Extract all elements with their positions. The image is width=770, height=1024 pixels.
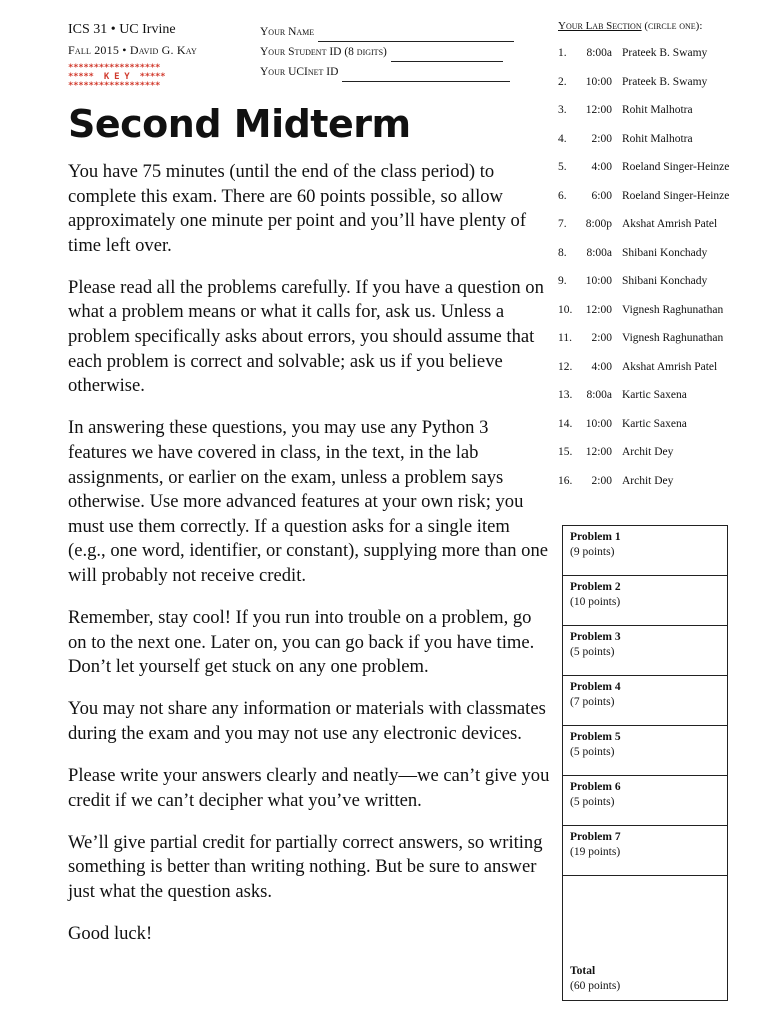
- lab-ta-name: Prateek B. Swamy: [622, 47, 708, 59]
- problem-points: (5 points): [570, 746, 615, 758]
- lab-number: 5.: [558, 161, 567, 173]
- key-stamp: [68, 63, 208, 91]
- problem-label: Problem 5: [570, 731, 621, 743]
- lab-number: 11.: [558, 332, 572, 344]
- lab-time: 8:00a: [586, 246, 612, 259]
- lab-number: 2.: [558, 75, 567, 88]
- score-box-problem-7: [563, 825, 727, 875]
- name-field[interactable]: [260, 22, 514, 42]
- lab-ta-name: Archit Dey: [622, 446, 674, 458]
- lab-time: 10:00: [585, 75, 612, 88]
- instruction-paragraph: Please write your answers clearly and neatly—we can’t give you credit if we can’t decipher what you’ve written.: [68, 764, 550, 811]
- lab-time: 2:00: [591, 474, 612, 487]
- problem-points: (10 points): [570, 596, 621, 608]
- lab-section-option[interactable]: [558, 357, 758, 386]
- term-line: Fall 2015 • David G. Kay: [68, 43, 198, 57]
- score-box-problem-1: [563, 525, 727, 575]
- lab-section-option[interactable]: [558, 385, 758, 414]
- lab-time: 6:00: [591, 189, 612, 202]
- course-line: ICS 31 • UC Irvine: [68, 22, 176, 37]
- id-fields: [260, 22, 514, 82]
- total-points: (60 points): [570, 980, 621, 992]
- lab-section-option[interactable]: [558, 271, 758, 300]
- lab-time: 10:00: [585, 275, 612, 287]
- name-line[interactable]: [318, 30, 514, 42]
- key-stamp-line-2: ***** K E Y *****: [68, 72, 166, 82]
- lab-time: 8:00a: [586, 389, 612, 401]
- lab-section-note: (circle one):: [644, 20, 703, 32]
- instructions: [68, 160, 550, 964]
- score-box-problem-6: [563, 775, 727, 825]
- lab-section-option[interactable]: [558, 43, 758, 72]
- key-stamp-line-1: ******************: [68, 63, 161, 73]
- lab-number: 15.: [558, 446, 573, 458]
- lab-section-option[interactable]: [558, 243, 758, 272]
- lab-number: 14.: [558, 417, 573, 430]
- lab-number: 10.: [558, 303, 573, 316]
- key-stamp-line-3: ******************: [68, 81, 161, 91]
- lab-section-option[interactable]: [558, 300, 758, 329]
- lab-time: 4:00: [591, 161, 612, 173]
- lab-section-option[interactable]: [558, 157, 758, 186]
- lab-section-option[interactable]: [558, 414, 758, 443]
- lab-section-option[interactable]: [558, 471, 758, 500]
- lab-ta-name: Prateek B. Swamy: [622, 75, 708, 88]
- lab-ta-name: Roeland Singer-Heinze: [622, 161, 730, 173]
- ucinetid-line[interactable]: [342, 70, 510, 82]
- lab-ta-name: Vignesh Raghunathan: [622, 332, 724, 344]
- problem-points: (7 points): [570, 696, 615, 708]
- lab-ta-name: Shibani Konchady: [622, 246, 708, 259]
- problem-label: Problem 7: [570, 831, 621, 843]
- lab-ta-name: Rohit Malhotra: [622, 104, 693, 116]
- score-table: [562, 525, 728, 1001]
- instruction-paragraph: Remember, stay cool! If you run into trouble on a problem, go on to the next one. Later on, you can go back if you have time. Don’t let yourself get stuck on any one problem.: [68, 607, 535, 678]
- problem-points: (5 points): [570, 796, 615, 808]
- lab-ta-name: Shibani Konchady: [622, 275, 708, 287]
- score-box-problem-4: [563, 675, 727, 725]
- instruction-paragraph: You have 75 minutes (until the end of the class period) to complete this exam. There are 60 points possible, so allow approximately one minute per point and you’ll have plenty of time left over.: [68, 161, 527, 256]
- problem-points: (9 points): [570, 546, 615, 558]
- lab-number: 1.: [558, 47, 567, 59]
- lab-section-heading: [558, 20, 702, 32]
- student-id-line[interactable]: [391, 50, 503, 62]
- lab-ta-name: Roeland Singer-Heinze: [622, 189, 730, 202]
- lab-number: 16.: [558, 474, 573, 487]
- lab-time: 12:00: [585, 104, 612, 116]
- total-label: Total: [570, 965, 596, 977]
- lab-ta-name: Vignesh Raghunathan: [622, 303, 724, 316]
- lab-time: 4:00: [591, 360, 612, 373]
- lab-section-option[interactable]: [558, 129, 758, 158]
- instruction-paragraph: You may not share any information or materials with classmates during the exam and you may not use any electronic devices.: [68, 698, 546, 744]
- lab-time: 12:00: [585, 303, 612, 316]
- lab-time: 2:00: [591, 132, 612, 145]
- lab-ta-name: Kartic Saxena: [622, 417, 687, 430]
- lab-ta-name: Archit Dey: [622, 474, 674, 487]
- problem-label: Problem 3: [570, 631, 621, 643]
- problem-points: (19 points): [570, 846, 621, 858]
- lab-number: 6.: [558, 189, 567, 202]
- name-label: Your Name: [260, 26, 315, 38]
- instruction-paragraph: Please read all the problems carefully. If you have a question on what a problem means or what it calls for, ask us. Unless a problem specifically asks about errors, you should assume that each problem is correct and solvable; ask us if you believe otherwise.: [68, 276, 544, 397]
- lab-time: 10:00: [585, 417, 612, 430]
- lab-time: 8:00p: [585, 218, 612, 230]
- problem-label: Problem 2: [570, 581, 621, 593]
- score-box-problem-3: [563, 625, 727, 675]
- lab-time: 8:00a: [586, 47, 612, 59]
- lab-section-option[interactable]: [558, 72, 758, 101]
- lab-number: 3.: [558, 104, 567, 116]
- course-header: [68, 20, 197, 60]
- lab-time: 2:00: [591, 332, 612, 344]
- student-id-field[interactable]: [260, 42, 514, 62]
- problem-label: Problem 1: [570, 531, 621, 543]
- lab-section-option[interactable]: [558, 214, 758, 243]
- lab-time: 12:00: [585, 446, 612, 458]
- lab-ta-name: Akshat Amrish Patel: [622, 218, 718, 230]
- lab-ta-name: Kartic Saxena: [622, 389, 687, 401]
- ucinetid-label: Your UCInet ID: [260, 66, 339, 78]
- lab-number: 12.: [558, 360, 573, 373]
- problem-label: Problem 6: [570, 781, 621, 793]
- lab-section-option[interactable]: [558, 442, 758, 471]
- instruction-paragraph: In answering these questions, you may use any Python 3 features we have covered in class, in the text, in the lab assignments, or earlier on the exam, unless a problem says otherwise. Use more advanced features at your own risk; you must use them correctly. If a question asks for a single item (e.g., one word, identifier, or constant), supplying more than one will probably not receive credit.: [68, 417, 548, 586]
- lab-ta-name: Rohit Malhotra: [622, 132, 693, 145]
- lab-number: 8.: [558, 246, 567, 259]
- score-box-problem-5: [563, 725, 727, 775]
- lab-section-list: [558, 43, 758, 499]
- student-id-label: Your Student ID (8 digits): [260, 46, 387, 58]
- lab-number: 7.: [558, 218, 567, 230]
- score-box-total: [563, 875, 727, 1000]
- lab-ta-name: Akshat Amrish Patel: [622, 360, 718, 373]
- instruction-paragraph: We’ll give partial credit for partially correct answers, so writing something is better than writing nothing. But be sure to answer just what the question asks.: [68, 831, 543, 902]
- lab-section-option[interactable]: [558, 328, 758, 357]
- score-box-problem-2: [563, 575, 727, 625]
- lab-number: 13.: [558, 389, 573, 401]
- good-luck: Good luck!: [68, 922, 153, 944]
- lab-number: 9.: [558, 275, 567, 287]
- lab-section-title: Your Lab Section: [558, 20, 642, 32]
- lab-section-option[interactable]: [558, 100, 758, 129]
- problem-label: Problem 4: [570, 681, 621, 693]
- problem-points: (5 points): [570, 646, 615, 658]
- page-title: Second Midterm: [68, 102, 411, 146]
- lab-section-option[interactable]: [558, 186, 758, 215]
- ucinetid-field[interactable]: [260, 62, 514, 82]
- lab-number: 4.: [558, 132, 567, 145]
